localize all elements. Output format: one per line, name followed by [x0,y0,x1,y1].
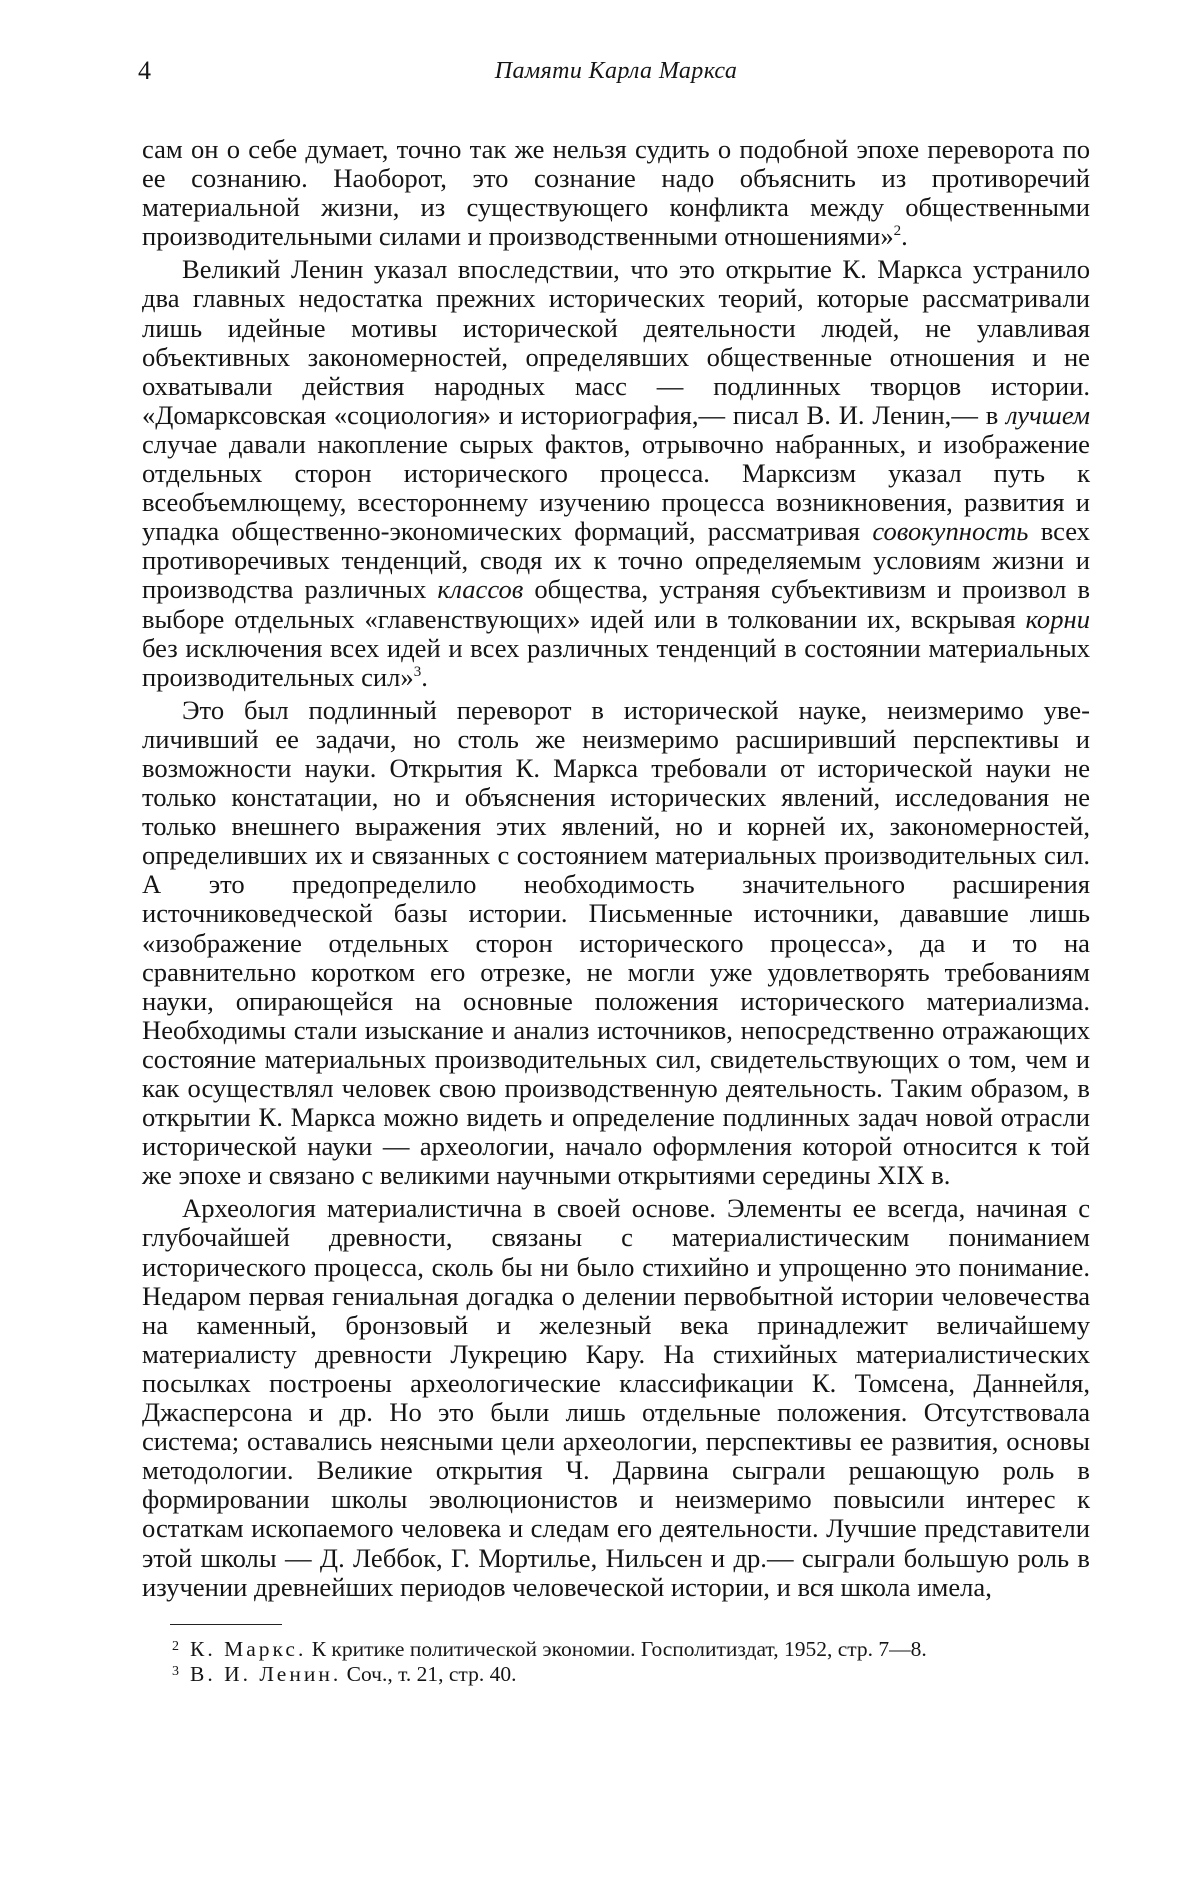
footnote-author: В. И. Ленин. [190,1661,342,1686]
footnote-mark: 2 [172,1638,179,1654]
footnote-mark: 3 [172,1663,179,1679]
emphasis-word: классов [437,574,524,605]
emphasis-word: лучшем [1006,399,1090,430]
footnote-text: К критике политической экономии. Госполитиздат, 1952, стр. 7—8. [311,1636,927,1661]
footnote-author: К. Маркс. [190,1636,307,1661]
paragraph-text: сам он о себе думает, точно так же нельзя судить о подобной эпохе переворота по ее сознанию. Наоборот, это сознание надо объяснить из противоречий материальной жизни, из существующего конфликта между общественными производительными силами и производственными отношениями» [142,134,1090,252]
punctuation: . [421,661,428,692]
paragraph-revolution [142,696,1090,1191]
body-text [142,135,1090,1602]
paragraph-text: общества, устраняя субъективизм и произвол в выборе отдельных «главенствующих» идей или в толковании их, вскрывая [142,574,1091,634]
footnotes [142,1637,1090,1687]
paragraph-text: всех противоречивых тенденций, сводя их к точно определяемым условиям жизни и производства различных [142,516,1090,605]
paragraph-text: без исключения всех идей и всех различных тенденций в состоянии материальных производительных сил» [142,632,1090,692]
emphasis-word: совокупность [872,516,1029,547]
footnote-ref: 2 [893,223,902,240]
running-head [138,55,1090,87]
footnote-text: Соч., т. 21, стр. 40. [346,1661,517,1686]
paragraph-lenin-quote [142,255,1090,691]
footnote-ref: 3 [413,663,422,680]
paragraph-text: Археология материалистична в своей основе. Элементы ее всегда, начиная с глубочайшей древности, связаны с материалистическим пониманием исторического процесса, сколь бы ни было стихийно и упрощенно это понимание. Недаром первая гениальная догадка о делении первобытной истории человечества на каменный, бронзовый и железный века принадлежит величайшему материалисту древности Лукрецию Кару. На стихийных материалистических посылках построены археологические классификации К. Томсена, Даннейля, Джасперсона и др. Но это были лишь отдельные положения. Отсутствовала система; оставались неясными цели археологии, перспективы ее развития, основы методологии. Великие открытия Ч. Дарвина сыграли решающую роль в формировании школы эволюционистов и неизмеримо повысили интерес к остаткам ископаемого человека и следам его деятельности. Лучшие представители этой школы — Д. Леббок, Г. Мортилье, Нильсен и др.— сыграли большую роль в изучении древнейших периодов человеческой истории, и вся школа имела, [142,1193,1090,1602]
paragraph-text: Великий Ленин указал впоследствии, что это открытие К. Маркса устранило два главных недостатка прежних исторических теорий, которые рассматривали лишь идейные мотивы исторической деятельности людей, не улавливая объективных закономерностей, определявших общественные отношения и не охватывали действия народных масс — подлинных творцов истории. «Домарксовская «социология» и историография,— писал В. И. Ленин,— в [142,254,1090,430]
emphasis-word: корни [1025,603,1090,634]
footnote-3 [142,1662,1090,1687]
paragraph-text: Это был подлинный переворот в исторической науке, неизмеримо увеличивший ее задачи, но столь же неизмеримо расширивший перспективы и возможности науки. Открытия К. Маркса требовали от исторической науки не только констатации, но и объяснения исторических явлений, исследования не только внешнего выражения этих явлений, но и корней их, закономерностей, определивших их и связанных с состоянием материальных производительных сил. А это предопределило необходимость значительного расширения источниковедческой базы истории. Письменные источники, дававшие лишь «изображение отдельных сторон исторического процесса», да и то на сравнительно коротком его отрезке, не могли уже удовлетворять требованиям науки, опирающейся на основные положения исторического материализма. Необходимы стали изыскание и анализ источников, непосредственно отражающих состояние материальных производительных сил, свидетельствующих о том, чем и как осуществлял человек свою производственную деятельность. Таким образом, в открытии К. Маркса можно видеть и определение подлинных задач новой отрасли исторической науки — археологии, начало оформления которой относится к той же эпохе и связано с великими научными открытиями середины XIX в. [142,694,1090,1191]
page-number: 4 [138,56,151,85]
footnote-divider [170,1624,282,1625]
book-page [138,55,1091,1687]
running-title: Памяти Карла Маркса [494,58,738,84]
footnote-2 [142,1637,1090,1662]
paragraph-archaeology [142,1194,1090,1601]
paragraph-text: случае давали накопление сырых фактов, отрывочно набранных, и изображение отдельных сторон исторического процесса. Марксизм указал путь к всеобъемлющему, всестороннему изучению процесса возникновения, развития и упадка общественно-экономических формаций, рассматривая [142,428,1090,547]
punctuation: . [901,221,908,252]
paragraph-continuation [142,135,1090,251]
